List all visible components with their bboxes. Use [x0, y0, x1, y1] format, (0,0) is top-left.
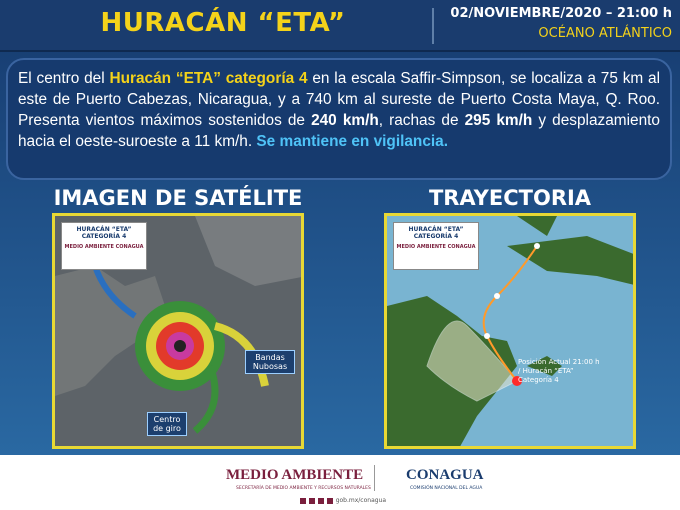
youtube-icon[interactable] — [318, 498, 324, 504]
bulletin-winds: 240 km/h — [311, 112, 379, 129]
center-label: Centro de giro — [147, 412, 187, 436]
header-divider — [432, 8, 434, 44]
bulletin-t4: y desplazamiento hacia el oeste-suroeste a 11 km/h. — [18, 112, 660, 150]
trajectory-heading: TRAYECTORIA — [428, 186, 592, 210]
trajectory-mini-header — [393, 222, 479, 270]
satellite-mini-title: HURACÁN “ETA” — [76, 226, 132, 233]
bulletin-t1: El centro del — [18, 70, 110, 87]
bulletin-text — [6, 58, 672, 180]
header-bar — [0, 0, 680, 52]
medio-ambiente-sub: SECRETARÍA DE MEDIO AMBIENTE Y RECURSOS NATURALES — [236, 486, 371, 491]
bulletin-hurricane: Huracán “ETA” categoría 4 — [109, 70, 308, 87]
satellite-mini-header — [61, 222, 147, 270]
trajectory-mini-logo: MEDIO AMBIENTE CONAGUA — [396, 244, 476, 250]
ocean-label: OCÉANO ATLÁNTICO — [538, 26, 672, 41]
satellite-image[interactable] — [52, 213, 304, 449]
bulletin-vigilance: Se mantiene en vigilancia. — [256, 133, 449, 150]
trajectory-mini-cat: CATEGORÍA 4 — [413, 233, 459, 240]
footer-divider — [374, 465, 375, 491]
bands-label: Bandas Nubosas — [245, 350, 295, 374]
social-links[interactable] — [300, 497, 386, 504]
bulletin-date: 02/NOVIEMBRE/2020 – 21:00 h — [450, 6, 672, 21]
page-title: HURACÁN “ETA” — [100, 8, 346, 38]
conagua-logo: CONAGUA — [406, 467, 484, 483]
bulletin-t2: en la escala Saffir-Simpson, se localiza a 75 km al este de Puerto Cabezas, Nicaragua, y a 740 km al sureste de Puerto Costa Maya, Q. Roo. Presenta vientos máximos sostenidos de — [18, 70, 661, 129]
trajectory-mini-title: HURACÁN “ETA” — [408, 226, 464, 233]
conagua-sub: COMISIÓN NACIONAL DEL AGUA — [410, 486, 483, 491]
site-link[interactable]: gob.mx/conagua — [335, 497, 387, 504]
satellite-mini-logo: MEDIO AMBIENTE CONAGUA — [64, 244, 144, 250]
footer — [0, 455, 680, 510]
medio-ambiente-logo: MEDIO AMBIENTE — [226, 467, 364, 483]
trajectory-map[interactable] — [384, 213, 636, 449]
instagram-icon[interactable] — [327, 498, 333, 504]
bulletin-t3: , rachas de — [378, 112, 465, 129]
position-label: Posición Actual 21:00 h / Huracán “ETA” Categoría 4 — [518, 358, 600, 384]
twitter-icon[interactable] — [309, 498, 315, 504]
bulletin-gusts: 295 km/h — [464, 112, 533, 129]
facebook-icon[interactable] — [300, 498, 306, 504]
satellite-mini-cat: CATEGORÍA 4 — [81, 233, 127, 240]
satellite-heading: IMAGEN DE SATÉLITE — [53, 186, 303, 210]
